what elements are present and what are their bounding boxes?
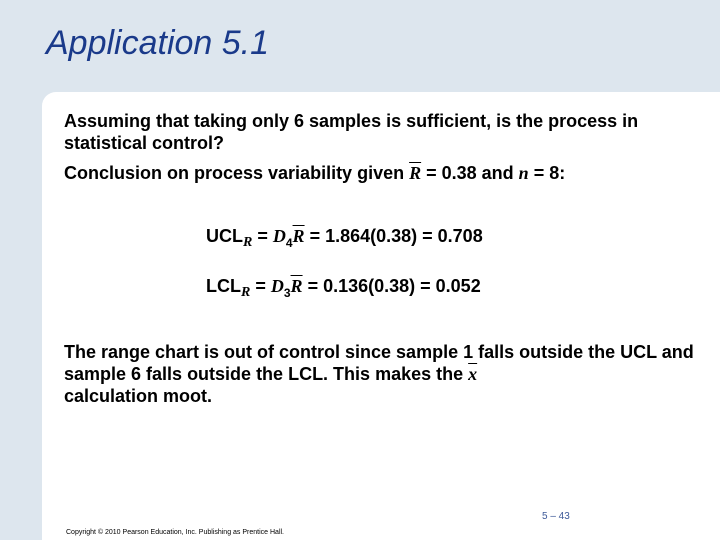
ucl-label: UCL — [206, 226, 243, 246]
conclusion-suffix: = 8: — [528, 163, 566, 183]
conclusion-prefix: Conclusion on process variability given — [64, 163, 410, 183]
lcl-subscript: R — [241, 285, 251, 300]
d3-symbol: D — [270, 276, 284, 296]
result-paragraph — [64, 341, 694, 407]
d3-subscript: 3 — [283, 286, 291, 300]
lcl-result: = 0.136(0.38) = 0.052 — [302, 276, 481, 296]
conclusion-mid: = 0.38 and — [421, 163, 519, 183]
result-text: The range chart is out of control since sample 1 falls outside the UCL and sample 6 falls outside the LCL. This makes the — [64, 342, 694, 384]
slide-title: Application 5.1 — [46, 24, 270, 62]
d4-symbol: D — [272, 226, 286, 246]
ucl-result: = 1.864(0.38) = 0.708 — [304, 226, 483, 246]
x-bar-symbol: $\overline{x}$ — [468, 364, 478, 384]
copyright-notice: Copyright © 2010 Pearson Education, Inc. Publishing as Prentice Hall. — [66, 529, 285, 536]
ucl-r-bar: $\overline{R}$ — [292, 226, 305, 246]
content-panel — [42, 92, 720, 540]
lcl-equals: = — [250, 276, 271, 296]
d4-subscript: 4 — [285, 236, 293, 250]
n-symbol: n — [518, 163, 529, 183]
r-bar-symbol: $\overline{R}$ — [409, 163, 422, 183]
conclusion-paragraph — [64, 162, 565, 184]
lcl-r-bar: $\overline{R}$ — [290, 276, 303, 296]
ucl-equals: = — [252, 226, 273, 246]
ucl-subscript: R — [243, 235, 253, 250]
result-end: calculation moot. — [64, 386, 213, 406]
ucl-equation — [206, 226, 483, 251]
lcl-equation — [206, 276, 481, 301]
slide-number: 5 – 43 — [542, 511, 570, 522]
question-paragraph: Assuming that taking only 6 samples is sufficient, is the process in statistical control? — [64, 111, 639, 153]
lcl-label: LCL — [206, 276, 241, 296]
